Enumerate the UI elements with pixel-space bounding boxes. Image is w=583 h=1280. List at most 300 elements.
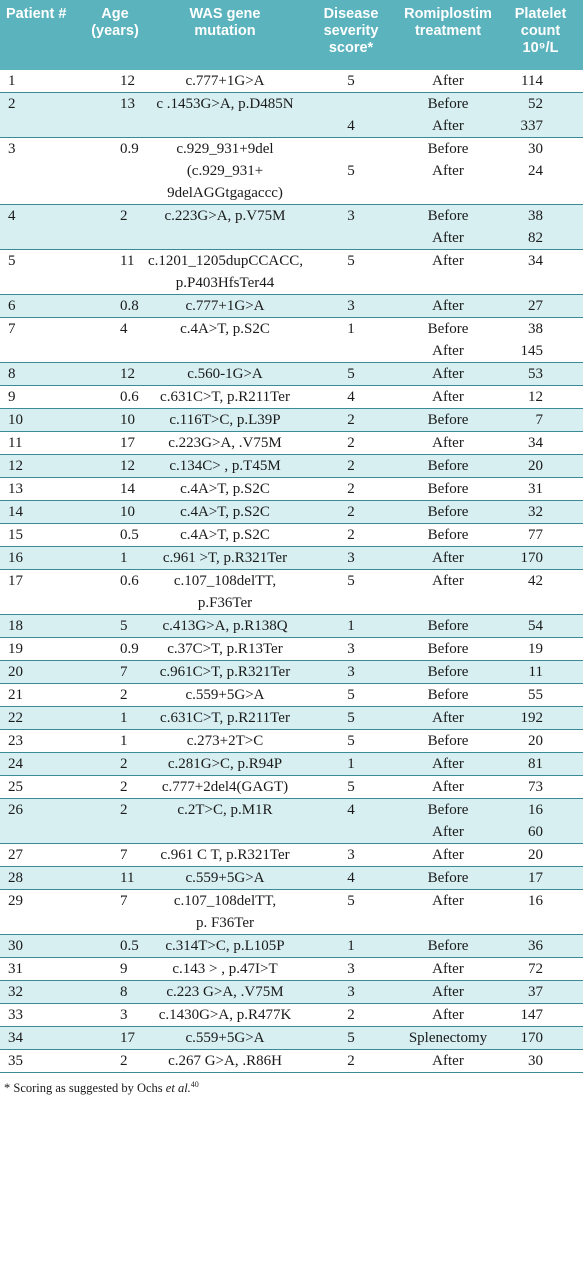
- age-cell-line: 2: [120, 1053, 128, 1069]
- mutation-cell: [146, 455, 304, 478]
- treatment-cell-line: After: [432, 118, 464, 134]
- mutation-cell: [146, 250, 304, 295]
- patient-cell: [0, 1050, 84, 1073]
- platelet-count-cell: [498, 205, 583, 250]
- severity-score-cell: [304, 138, 398, 205]
- treatment-cell-line: After: [432, 253, 464, 269]
- age-cell: [84, 363, 146, 386]
- mutation-cell-line: p.F36Ter: [197, 595, 253, 611]
- mutation-cell: [146, 958, 304, 981]
- patient-cell-line: 27: [8, 847, 23, 863]
- treatment-cell-line: Before: [427, 618, 469, 634]
- mutation-cell: [146, 661, 304, 684]
- severity-score-cell-line: 2: [347, 458, 355, 474]
- patient-cell-line: 13: [8, 481, 23, 497]
- table-row: [0, 570, 583, 615]
- treatment-cell-line: Before: [427, 641, 469, 657]
- platelet-count-cell-line: 114: [521, 73, 543, 89]
- table-row: [0, 547, 583, 570]
- patient-cell-line: 34: [8, 1030, 23, 1046]
- treatment-cell-line: Before: [427, 527, 469, 543]
- age-cell: [84, 386, 146, 409]
- platelet-count-cell: [498, 684, 583, 707]
- severity-score-cell-line: 2: [347, 504, 355, 520]
- treatment-cell-line: After: [432, 1007, 464, 1023]
- age-cell: [84, 638, 146, 661]
- platelet-count-cell-line: 30: [528, 141, 543, 157]
- severity-score-cell: [304, 1004, 398, 1027]
- footnote-italic: et al.: [165, 1081, 191, 1096]
- platelet-count-cell: [498, 363, 583, 386]
- table-row: [0, 890, 583, 935]
- platelet-count-cell-line: 77: [528, 527, 543, 543]
- mutation-cell-line: c.267 G>A, .R86H: [168, 1053, 282, 1069]
- treatment-cell: [398, 958, 498, 981]
- patient-cell: [0, 684, 84, 707]
- severity-score-cell-line: 3: [347, 641, 355, 657]
- patient-cell: [0, 432, 84, 455]
- treatment-cell: [398, 250, 498, 295]
- table-row: [0, 958, 583, 981]
- treatment-cell-line: After: [432, 824, 464, 840]
- mutation-cell: [146, 363, 304, 386]
- table-row: [0, 478, 583, 501]
- platelet-count-cell: [498, 432, 583, 455]
- patient-cell: [0, 707, 84, 730]
- platelet-count-cell: [498, 776, 583, 799]
- patient-cell: [0, 70, 84, 93]
- age-cell: [84, 250, 146, 295]
- treatment-cell-line: After: [432, 756, 464, 772]
- severity-score-cell-line: 5: [347, 573, 355, 589]
- treatment-cell: [398, 730, 498, 753]
- table-row: [0, 501, 583, 524]
- mutation-cell: [146, 478, 304, 501]
- table-row: [0, 867, 583, 890]
- treatment-cell-line: After: [432, 230, 464, 246]
- age-cell-line: 7: [120, 664, 128, 680]
- patient-cell: [0, 935, 84, 958]
- table-row: [0, 730, 583, 753]
- table-row: [0, 386, 583, 409]
- platelet-count-cell: [498, 409, 583, 432]
- treatment-cell-line: After: [432, 573, 464, 589]
- platelet-count-cell: [498, 981, 583, 1004]
- table-row: [0, 524, 583, 547]
- treatment-cell: [398, 753, 498, 776]
- platelet-count-cell-line: 20: [528, 847, 543, 863]
- treatment-cell: [398, 890, 498, 935]
- severity-score-cell: [304, 776, 398, 799]
- severity-score-cell: [304, 753, 398, 776]
- severity-score-cell: [304, 615, 398, 638]
- mutation-cell-line: c.314T>C, p.L105P: [165, 938, 285, 954]
- platelet-count-cell-line: 170: [520, 1030, 543, 1046]
- age-cell-line: 2: [120, 687, 128, 703]
- treatment-cell: [398, 707, 498, 730]
- table-row: [0, 776, 583, 799]
- treatment-cell: [398, 684, 498, 707]
- age-cell-line: 0.5: [120, 527, 139, 543]
- mutation-cell-line: c.777+1G>A: [185, 298, 265, 314]
- treatment-cell: [398, 455, 498, 478]
- platelet-count-cell: [498, 890, 583, 935]
- mutation-cell: [146, 615, 304, 638]
- patient-cell-line: 33: [8, 1007, 23, 1023]
- mutation-cell-line: c.961C>T, p.R321Ter: [159, 664, 291, 680]
- severity-score-cell: [304, 205, 398, 250]
- patient-cell-line: 6: [8, 298, 16, 314]
- severity-score-cell-line: 2: [347, 435, 355, 451]
- age-cell-line: 1: [120, 710, 128, 726]
- mutation-cell: [146, 1050, 304, 1073]
- table-row: [0, 753, 583, 776]
- patient-cell-line: 5: [8, 253, 16, 269]
- platelet-count-cell: [498, 501, 583, 524]
- header-line: Patient #: [6, 6, 67, 22]
- age-cell-line: 17: [120, 1030, 135, 1046]
- treatment-cell: [398, 935, 498, 958]
- patient-cell: [0, 844, 84, 867]
- mutation-cell: [146, 935, 304, 958]
- patient-number-header: [0, 0, 84, 70]
- treatment-cell: [398, 478, 498, 501]
- mutation-cell: [146, 707, 304, 730]
- age-cell: [84, 981, 146, 1004]
- severity-score-cell: [304, 478, 398, 501]
- patient-cell-line: 3: [8, 141, 16, 157]
- severity-score-cell: [304, 707, 398, 730]
- treatment-cell: [398, 70, 498, 93]
- patient-cell-line: 17: [8, 573, 23, 589]
- mutation-cell: [146, 70, 304, 93]
- mutation-cell: [146, 386, 304, 409]
- platelet-count-cell-line: 27: [528, 298, 543, 314]
- platelet-count-cell: [498, 753, 583, 776]
- header-row: [0, 0, 583, 70]
- severity-score-cell: [304, 1050, 398, 1073]
- treatment-cell: [398, 1027, 498, 1050]
- treatment-cell: [398, 570, 498, 615]
- treatment-cell-line: After: [432, 343, 464, 359]
- patient-cell-line: 31: [8, 961, 23, 977]
- severity-score-cell-line: 2: [347, 527, 355, 543]
- age-cell-line: 2: [120, 802, 128, 818]
- severity-score-cell-line: 4: [347, 118, 355, 134]
- severity-score-cell-line: 3: [347, 208, 355, 224]
- severity-score-cell-line: 3: [347, 664, 355, 680]
- mutation-cell: [146, 570, 304, 615]
- table-row: [0, 1050, 583, 1073]
- platelet-count-cell-line: 72: [528, 961, 543, 977]
- mutation-cell-line: c.116T>C, p.L39P: [169, 412, 281, 428]
- patient-cell-line: 29: [8, 893, 23, 909]
- table-row: [0, 455, 583, 478]
- patient-cell: [0, 138, 84, 205]
- treatment-cell: [398, 867, 498, 890]
- severity-score-cell: [304, 455, 398, 478]
- patient-cell: [0, 570, 84, 615]
- mutation-cell-line: c.107_108delTT,: [173, 573, 277, 589]
- platelet-count-cell-line: 82: [528, 230, 543, 246]
- age-cell-line: 0.9: [120, 141, 139, 157]
- treatment-cell: [398, 799, 498, 844]
- treatment-cell-line: Before: [427, 96, 469, 112]
- severity-score-cell: [304, 295, 398, 318]
- severity-score-cell-line: 3: [347, 847, 355, 863]
- severity-score-cell-line: 1: [347, 756, 355, 772]
- table-row: [0, 638, 583, 661]
- header-line: count: [520, 23, 561, 39]
- severity-score-cell-line: 3: [347, 961, 355, 977]
- platelet-count-cell-line: 337: [520, 118, 543, 134]
- treatment-cell: [398, 844, 498, 867]
- patient-cell: [0, 250, 84, 295]
- severity-score-cell-line: 1: [347, 938, 355, 954]
- mutation-cell: [146, 1004, 304, 1027]
- patient-cell: [0, 1004, 84, 1027]
- treatment-cell: [398, 1050, 498, 1073]
- mutation-cell: [146, 867, 304, 890]
- severity-score-cell: [304, 1027, 398, 1050]
- header-line: mutation: [194, 23, 256, 39]
- age-cell-line: 7: [120, 893, 128, 909]
- treatment-cell-line: After: [432, 389, 464, 405]
- age-cell: [84, 615, 146, 638]
- platelet-count-cell-line: 54: [528, 618, 543, 634]
- severity-score-cell-line: 1: [347, 321, 355, 337]
- age-cell: [84, 1050, 146, 1073]
- age-cell-line: 11: [120, 253, 135, 269]
- header-line: Age: [101, 6, 129, 22]
- platelet-count-cell: [498, 547, 583, 570]
- platelet-count-cell-line: 32: [528, 504, 543, 520]
- treatment-cell: [398, 386, 498, 409]
- mutation-cell: [146, 890, 304, 935]
- patient-cell: [0, 958, 84, 981]
- severity-score-cell-line: 1: [347, 618, 355, 634]
- treatment-cell-line: Before: [427, 481, 469, 497]
- platelet-count-cell-line: 7: [535, 412, 543, 428]
- mutation-cell: [146, 547, 304, 570]
- mutation-cell-line: c.631C>T, p.R211Ter: [160, 710, 290, 726]
- patient-cell: [0, 867, 84, 890]
- age-cell-line: 17: [120, 435, 135, 451]
- severity-score-cell: [304, 981, 398, 1004]
- age-cell-line: 8: [120, 984, 128, 1000]
- patient-cell-line: 35: [8, 1053, 23, 1069]
- patient-cell-line: 16: [8, 550, 23, 566]
- treatment-cell-line: After: [432, 961, 464, 977]
- age-cell-line: 2: [120, 756, 128, 772]
- severity-score-cell-line: 4: [347, 389, 355, 405]
- platelet-count-header: [498, 0, 583, 70]
- age-cell: [84, 867, 146, 890]
- platelet-count-cell-line: 19: [528, 641, 543, 657]
- age-cell-line: 0.6: [120, 389, 139, 405]
- header-line: WAS gene: [189, 6, 261, 22]
- mutation-cell: [146, 138, 304, 205]
- mutation-cell-line: c.1430G>A, p.R477K: [158, 1007, 292, 1023]
- platelet-count-cell: [498, 958, 583, 981]
- treatment-cell-line: After: [432, 779, 464, 795]
- mutation-cell-line: c .1453G>A, p.D485N: [156, 96, 294, 112]
- age-cell-line: 5: [120, 618, 128, 634]
- age-cell: [84, 478, 146, 501]
- platelet-count-cell: [498, 138, 583, 205]
- platelet-count-cell-line: 52: [528, 96, 543, 112]
- treatment-cell-line: Before: [427, 458, 469, 474]
- age-cell-line: 12: [120, 366, 135, 382]
- platelet-count-cell-line: 145: [520, 343, 543, 359]
- treatment-cell-line: Before: [427, 802, 469, 818]
- platelet-count-cell: [498, 1027, 583, 1050]
- patient-cell: [0, 501, 84, 524]
- age-cell: [84, 138, 146, 205]
- age-cell-line: 2: [120, 779, 128, 795]
- mutation-cell-line: c.223G>A, .V75M: [168, 435, 282, 451]
- table-row: [0, 1004, 583, 1027]
- treatment-cell: [398, 661, 498, 684]
- header-line: Platelet: [514, 6, 567, 22]
- severity-score-cell: [304, 570, 398, 615]
- age-cell: [84, 70, 146, 93]
- header-line: (years): [91, 23, 139, 39]
- mutation-cell-line: c.4A>T, p.S2C: [180, 321, 270, 337]
- treatment-cell-line: Before: [427, 208, 469, 224]
- treatment-cell-line: Before: [427, 938, 469, 954]
- severity-score-cell-line: 5: [347, 73, 355, 89]
- patient-cell: [0, 363, 84, 386]
- severity-score-cell: [304, 318, 398, 363]
- mutation-cell-line: c.631C>T, p.R211Ter: [160, 389, 290, 405]
- age-cell-line: 0.8: [120, 298, 139, 314]
- mutation-cell: [146, 684, 304, 707]
- platelet-count-cell: [498, 318, 583, 363]
- platelet-count-cell-line: 55: [528, 687, 543, 703]
- mutation-cell-line: c.281G>C, p.R94P: [167, 756, 283, 772]
- severity-score-cell: [304, 363, 398, 386]
- footnote-ref: 40: [190, 1080, 199, 1089]
- treatment-cell-line: Before: [427, 733, 469, 749]
- patient-cell-line: 21: [8, 687, 23, 703]
- age-cell-line: 14: [120, 481, 135, 497]
- patient-cell-line: 20: [8, 664, 23, 680]
- severity-score-cell-line: 5: [347, 733, 355, 749]
- patient-cell: [0, 478, 84, 501]
- age-cell-line: 12: [120, 73, 135, 89]
- platelet-count-cell-line: 34: [528, 253, 543, 269]
- severity-score-cell-line: 4: [347, 802, 355, 818]
- table-row: [0, 661, 583, 684]
- mutation-cell: [146, 432, 304, 455]
- header-line: Disease: [323, 6, 379, 22]
- table-row: [0, 707, 583, 730]
- severity-score-cell: [304, 661, 398, 684]
- table-row: [0, 205, 583, 250]
- platelet-count-cell: [498, 615, 583, 638]
- mutation-cell-line: c.777+2del4(GAGT): [161, 779, 289, 795]
- mutation-header: [146, 0, 304, 70]
- treatment-cell-line: After: [432, 893, 464, 909]
- platelet-count-cell-line: 17: [528, 870, 543, 886]
- platelet-count-cell-line: 38: [528, 208, 543, 224]
- mutation-cell-line: c.929_931+9del: [176, 141, 274, 157]
- platelet-count-cell-line: 12: [528, 389, 543, 405]
- platelet-count-cell-line: 170: [520, 550, 543, 566]
- treatment-cell-line: Before: [427, 870, 469, 886]
- age-cell-line: 3: [120, 1007, 128, 1023]
- patient-cell: [0, 799, 84, 844]
- severity-score-cell-line: 5: [347, 366, 355, 382]
- severity-score-cell-line: 2: [347, 1007, 355, 1023]
- patient-cell: [0, 638, 84, 661]
- treatment-cell-line: Before: [427, 664, 469, 680]
- header-line: Romiplostim: [404, 6, 492, 22]
- mutation-cell: [146, 753, 304, 776]
- severity-score-cell: [304, 844, 398, 867]
- mutation-cell-line: c.413G>A, p.R138Q: [162, 618, 288, 634]
- treatment-cell-line: After: [432, 298, 464, 314]
- table-row: [0, 70, 583, 93]
- patient-cell-line: 7: [8, 321, 16, 337]
- treatment-cell: [398, 409, 498, 432]
- treatment-cell: [398, 501, 498, 524]
- age-cell-line: 0.5: [120, 938, 139, 954]
- treatment-cell: [398, 205, 498, 250]
- patient-cell-line: 23: [8, 733, 23, 749]
- treatment-cell: [398, 295, 498, 318]
- patient-cell-line: 26: [8, 802, 23, 818]
- age-cell-line: 7: [120, 847, 128, 863]
- patient-cell: [0, 753, 84, 776]
- severity-score-cell-line: 3: [347, 550, 355, 566]
- age-cell-line: 0.6: [120, 573, 139, 589]
- severity-score-cell: [304, 958, 398, 981]
- severity-score-cell: [304, 93, 398, 138]
- age-cell: [84, 799, 146, 844]
- age-cell: [84, 890, 146, 935]
- table-row: [0, 1027, 583, 1050]
- platelet-count-cell-line: 24: [528, 163, 543, 179]
- mutation-cell: [146, 318, 304, 363]
- mutation-cell-line: c.1201_1205dupCCACC,: [148, 253, 304, 269]
- age-cell-line: 4: [120, 321, 128, 337]
- severity-score-cell-line: 5: [347, 1030, 355, 1046]
- treatment-header: [398, 0, 498, 70]
- severity-score-cell: [304, 250, 398, 295]
- mutation-cell: [146, 844, 304, 867]
- treatment-cell: [398, 638, 498, 661]
- patient-cell: [0, 730, 84, 753]
- platelet-count-cell: [498, 386, 583, 409]
- severity-score-cell: [304, 386, 398, 409]
- severity-score-cell: [304, 70, 398, 93]
- age-cell: [84, 684, 146, 707]
- platelet-count-cell: [498, 250, 583, 295]
- treatment-cell-line: Before: [427, 321, 469, 337]
- age-cell: [84, 205, 146, 250]
- treatment-cell-line: After: [432, 847, 464, 863]
- platelet-count-cell-line: 53: [528, 366, 543, 382]
- severity-score-cell: [304, 409, 398, 432]
- table-row: [0, 684, 583, 707]
- platelet-count-cell: [498, 1004, 583, 1027]
- treatment-cell: [398, 524, 498, 547]
- age-cell: [84, 409, 146, 432]
- treatment-cell-line: Before: [427, 412, 469, 428]
- severity-score-cell: [304, 799, 398, 844]
